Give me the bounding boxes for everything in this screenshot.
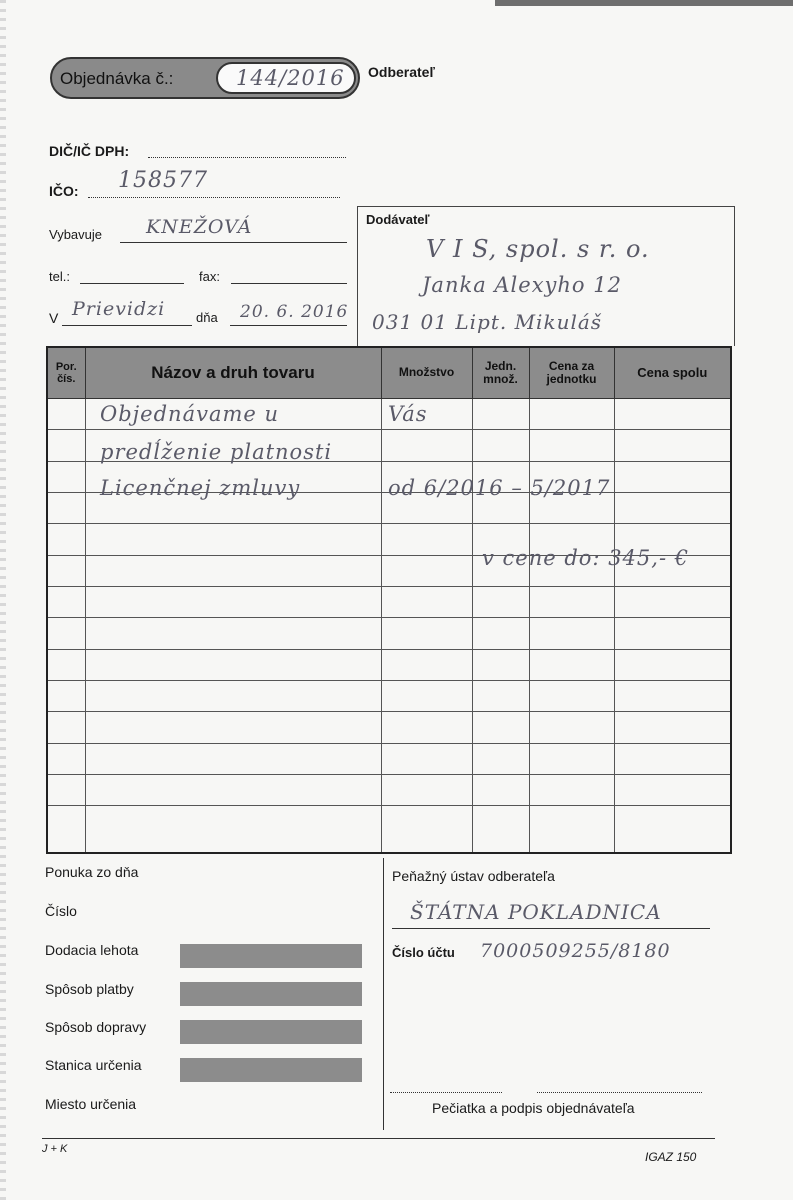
item-text-4: v cene do: 345,- €	[482, 546, 690, 570]
doprava-label: Spôsob dopravy	[45, 1019, 147, 1035]
v-line	[62, 325, 192, 326]
table-row	[47, 681, 731, 712]
ico-value: 158577	[118, 168, 208, 193]
col-header-jedn: Jedn. množ.	[472, 347, 529, 399]
col-header-cena-za: Cena za jednotku	[529, 347, 614, 399]
order-number-pill	[50, 57, 360, 99]
customer-label: Odberateľ	[368, 64, 435, 80]
vybavuje-label: Vybavuje	[49, 227, 102, 242]
item-text-3b: od 6/2016 – 5/2017	[388, 476, 611, 500]
item-text-1a: Objednávame u	[100, 402, 280, 426]
ponuka-label: Ponuka zo dňa	[45, 864, 139, 880]
scan-edge-top	[495, 0, 793, 6]
dna-value: 20. 6. 2016	[240, 302, 349, 322]
order-number-box	[216, 62, 356, 94]
table-row	[47, 649, 731, 680]
vybavuje-value: KNEŽOVÁ	[146, 216, 253, 238]
col-header-cena-spolu: Cena spolu	[614, 347, 731, 399]
miesto-label: Miesto určenia	[45, 1096, 137, 1112]
tel-label: tel.:	[49, 269, 70, 284]
dodacia-label: Dodacia lehota	[45, 942, 139, 958]
signature-line	[537, 1092, 702, 1093]
col-header-nazov: Názov a druh tovaru	[85, 347, 381, 399]
footer-line	[42, 1138, 715, 1139]
footer-right: IGAZ 150	[645, 1150, 697, 1164]
table-row	[47, 743, 731, 774]
item-text-2: predĺženie platnosti	[100, 440, 333, 464]
dna-label: dňa	[196, 310, 218, 325]
dna-line	[230, 325, 347, 326]
supplier-line-3: 031 01 Lipt. Mikuláš	[372, 310, 603, 334]
supplier-label: Dodávateľ	[366, 212, 430, 227]
fax-line	[231, 283, 347, 284]
account-value: 7000509255/8180	[480, 940, 671, 962]
table-row	[47, 712, 731, 743]
stamp-line	[390, 1092, 502, 1093]
dodacia-field	[180, 944, 362, 968]
cislo-label: Číslo	[45, 903, 77, 919]
item-text-3a: Licenčnej zmluvy	[100, 476, 301, 500]
table-row	[47, 775, 731, 806]
table-header-row	[47, 347, 731, 399]
bank-label: Peňažný ústav odberateľa	[392, 868, 555, 884]
vybavuje-line	[120, 242, 347, 243]
v-label: V	[49, 310, 59, 326]
fax-label: fax:	[199, 269, 220, 284]
stanica-field	[180, 1058, 362, 1082]
col-header-por: Por. čís.	[47, 347, 85, 399]
doprava-field	[180, 1020, 362, 1044]
item-text-1b: Vás	[388, 402, 428, 426]
table-row	[47, 806, 731, 853]
bottom-divider	[383, 858, 384, 1130]
stanica-label: Stanica určenia	[45, 1057, 142, 1073]
table-row	[47, 618, 731, 649]
supplier-box	[357, 206, 735, 346]
col-header-mnozstvo: Množstvo	[381, 347, 472, 399]
platba-field	[180, 982, 362, 1006]
signature-label: Pečiatka a podpis objednávateľa	[432, 1100, 635, 1116]
v-value: Prievidzi	[72, 298, 166, 320]
ico-label: IČO:	[49, 183, 79, 199]
perforated-edge	[0, 0, 6, 1200]
tel-line	[80, 283, 184, 284]
order-label: Objednávka č.:	[60, 69, 174, 88]
bank-value: ŠTÁTNA POKLADNICA	[410, 900, 662, 924]
dic-line	[148, 157, 346, 158]
footer-left: J + K	[42, 1143, 68, 1155]
order-number-value: 144/2016	[236, 66, 345, 90]
supplier-line-2: Janka Alexyho 12	[422, 273, 622, 297]
dic-label: DIČ/IČ DPH:	[49, 143, 130, 159]
platba-label: Spôsob platby	[45, 981, 134, 997]
bank-line	[392, 928, 710, 929]
table-row	[47, 587, 731, 618]
supplier-line-1: V I S, spol. s r. o.	[426, 235, 650, 263]
account-label: Číslo účtu	[392, 945, 455, 960]
ico-line	[88, 197, 340, 198]
